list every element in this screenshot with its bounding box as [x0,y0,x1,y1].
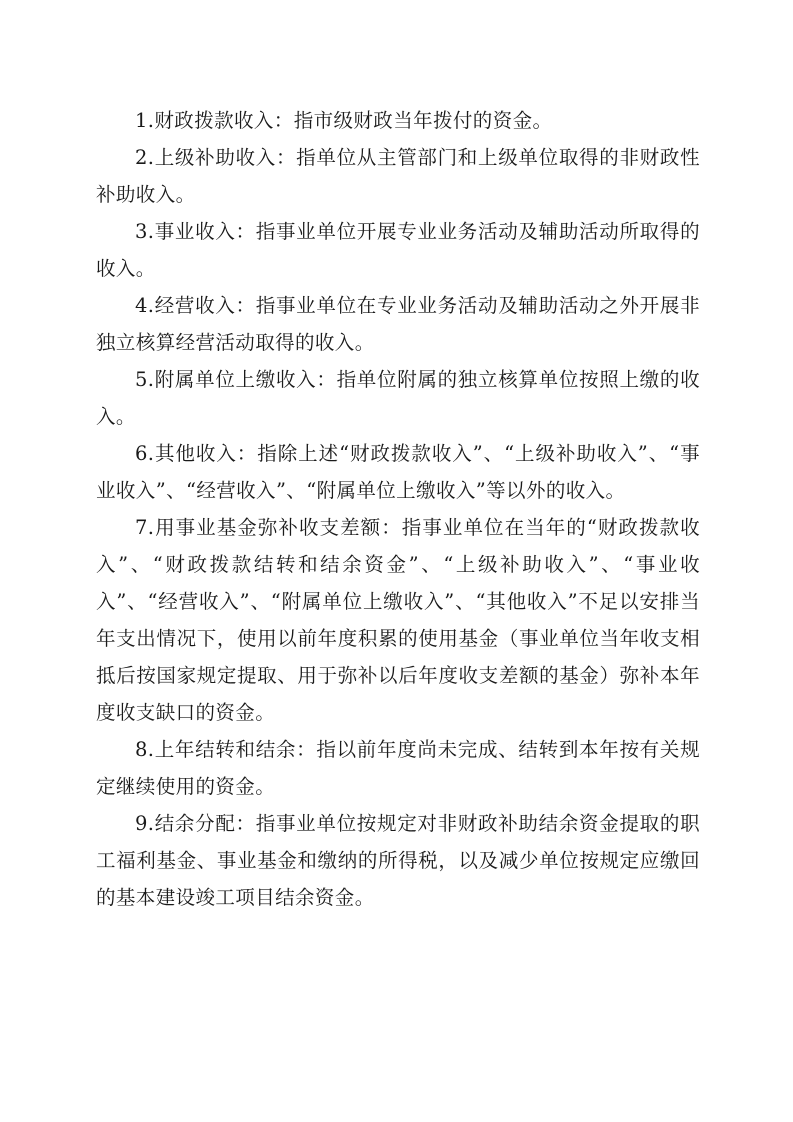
paragraph-5: 5.附属单位上缴收入：指单位附属的独立核算单位按照上缴的收入。 [96,368,700,428]
paragraph-2: 2.上级补助收入：指单位从主管部门和上级单位取得的非财政性补助收入。 [96,146,700,206]
document-body [96,102,700,916]
paragraph-8: 8.上年结转和结余：指以前年度尚未完成、结转到本年按有关规定继续使用的资金。 [96,738,700,798]
paragraph-4: 4.经营收入：指事业单位在专业业务活动及辅助活动之外开展非独立核算经营活动取得的收入。 [96,294,700,354]
paragraph-9: 9.结余分配：指事业单位按规定对非财政补助结余资金提取的职工福利基金、事业基金和缴纳的所得税，以及减少单位按规定应缴回的基本建设竣工项目结余资金。 [96,812,700,909]
paragraph-1: 1.财政拨款收入：指市级财政当年拨付的资金。 [135,109,553,132]
paragraph-3: 3.事业收入：指事业单位开展专业业务活动及辅助活动所取得的收入。 [96,220,700,280]
paragraph-7: 7.用事业基金弥补收支差额：指事业单位在当年的“财政拨款收入”、“财政拨款结转和结余资金”、“上级补助收入”、“事业收入”、“经营收入”、“附属单位上缴收入”、“其他收入”不足以安排当年支出情况下，使用以前年度积累的使用基金（事业单位当年收支相抵后按国家规定提取、用于弥补以后年度收支差额的基金）弥补本年度收支缺口的资金。 [96,516,700,724]
paragraph-6: 6.其他收入：指除上述“财政拨款收入”、“上级补助收入”、“事业收入”、“经营收入”、“附属单位上缴收入”等以外的收入。 [96,442,700,502]
